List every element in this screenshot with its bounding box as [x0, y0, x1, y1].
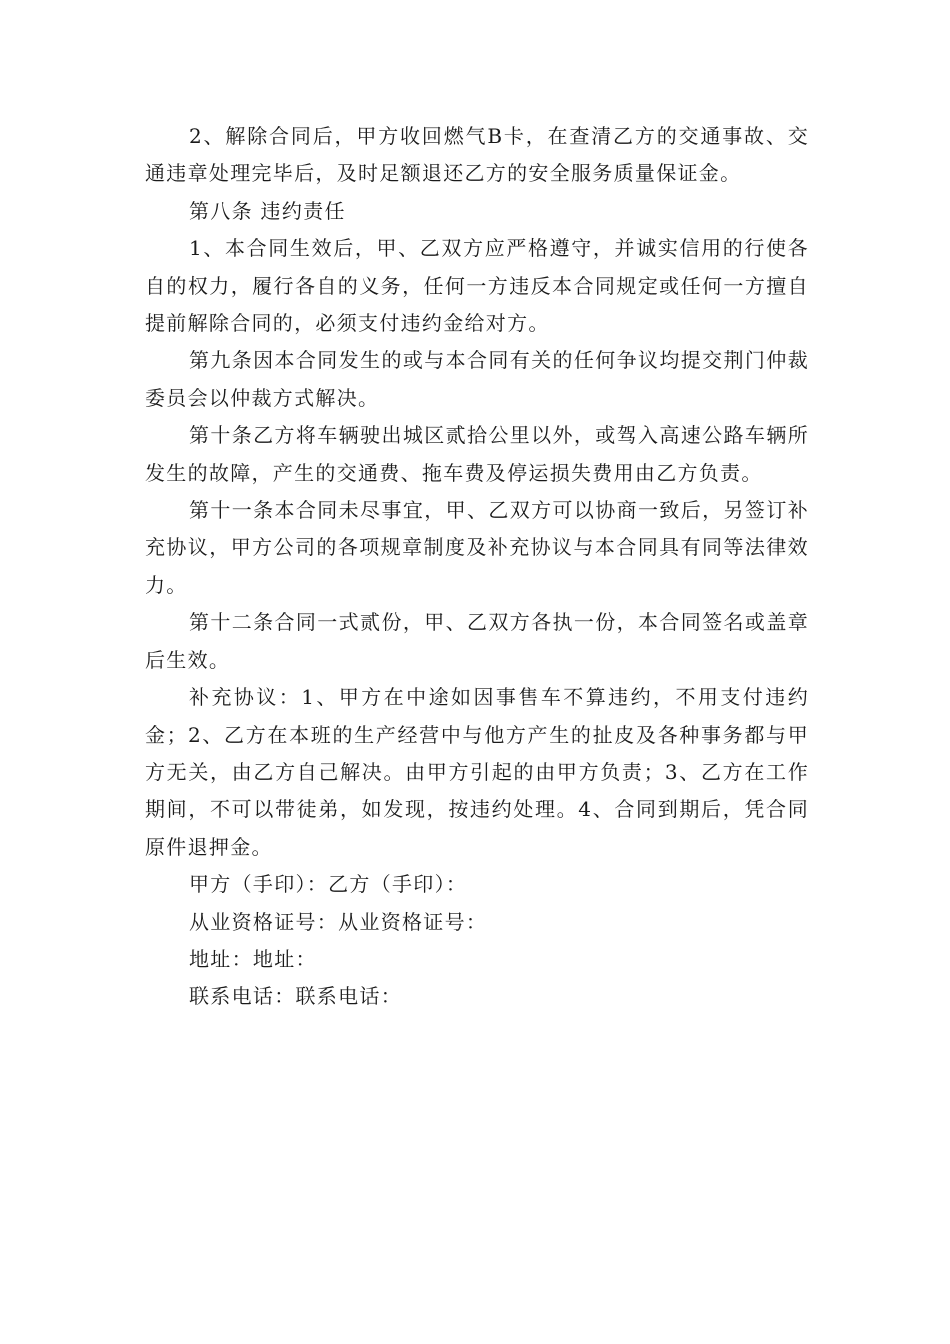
- document-page: [145, 118, 809, 1016]
- signature-party-line: 甲方（手印）：乙方（手印）：: [189, 872, 468, 897]
- paragraph-supplementary-agreement: 补充协议：1、甲方在中途如因事售车不算违约，不用支付违约金；2、乙方在本班的生产经营中与他方产生的扯皮及各种事务都与甲方无关，由乙方自己解决。由甲方引起的由甲方负责；3、乙方在工作期间，不可以带徒弟，如发现，按违约处理。4、合同到期后，凭合同原件退押金。: [145, 685, 809, 859]
- heading-article-8: 第八条 违约责任: [189, 198, 346, 223]
- qualification-number-line: 从业资格证号：从业资格证号：: [189, 909, 488, 934]
- paragraph-article-10: 第十条乙方将车辆驶出城区贰拾公里以外，或驾入高速公路车辆所发生的故障，产生的交通费、拖车费及停运损失费用由乙方负责。: [145, 423, 809, 485]
- paragraph-termination-refund: 2、解除合同后，甲方收回燃气B卡，在查清乙方的交通事故、交通违章处理完毕后，及时足额退还乙方的安全服务质量保证金。: [145, 124, 809, 186]
- phone-line: 联系电话：联系电话：: [189, 984, 402, 1009]
- paragraph-article-11: 第十一条本合同未尽事宜，甲、乙双方可以协商一致后，另签订补充协议，甲方公司的各项规章制度及补充协议与本合同具有同等法律效力。: [145, 498, 809, 597]
- address-line: 地址：地址：: [189, 946, 317, 971]
- paragraph-article-9: 第九条因本合同发生的或与本合同有关的任何争议均提交荆门仲裁委员会以仲裁方式解决。: [145, 348, 809, 410]
- paragraph-article-12: 第十二条合同一式贰份，甲、乙双方各执一份，本合同签名或盖章后生效。: [145, 610, 809, 672]
- paragraph-breach-liability: 1、本合同生效后，甲、乙双方应严格遵守，并诚实信用的行使各自的权力，履行各自的义务，任何一方违反本合同规定或任何一方擅自提前解除合同的，必须支付违约金给对方。: [145, 236, 809, 336]
